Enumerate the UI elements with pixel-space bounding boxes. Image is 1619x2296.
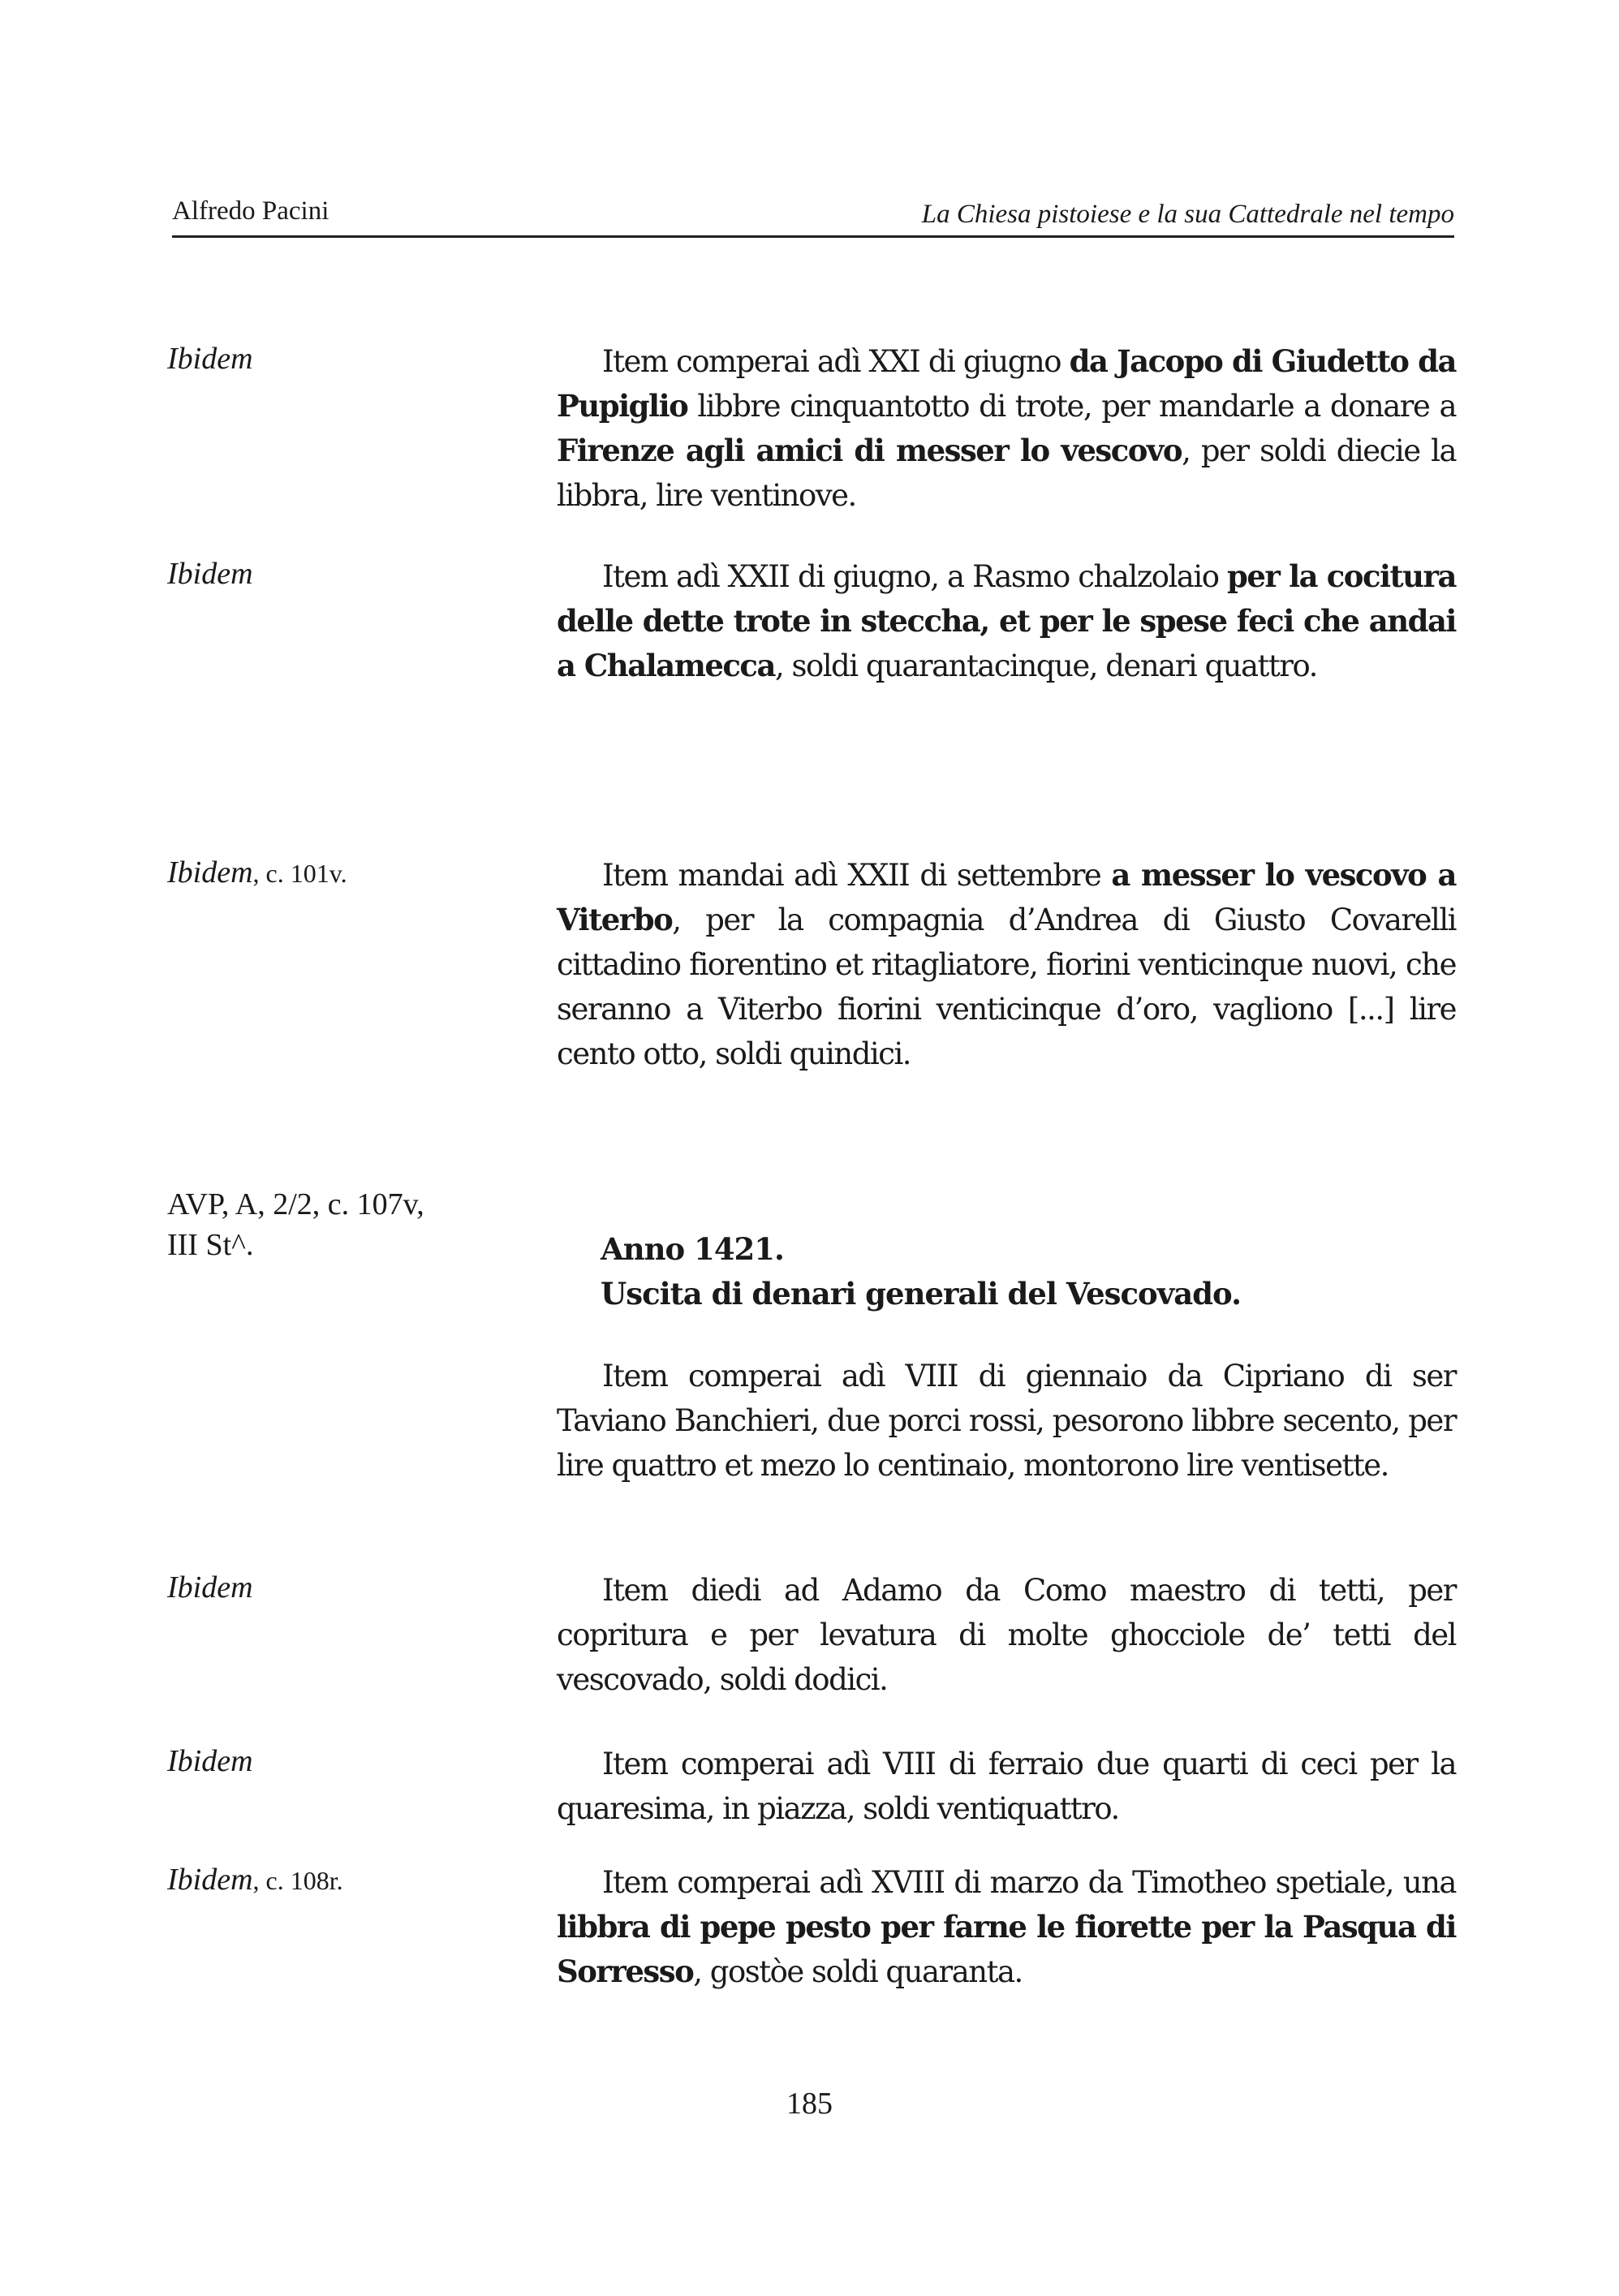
margin-reference [167,855,347,890]
document-paragraph [557,1568,1456,1702]
text-run: Item mandai adì XXII di settembre [602,858,1112,893]
margin-ref-ibidem: Ibidem [167,855,253,890]
text-run: Item diedi ad Adamo da Como maestro di tetti, per copritura e per levatura di molte ghocciole de’ tetti del vescovado, soldi dodici. [557,1573,1456,1697]
text-run: , per la compagnia d’Andrea di Giusto Covarelli cittadino fiorentino et ritagliatore, fiorini venticinque nuovi, che seranno a Viterbo fiorini venticinque d’oro, vagliono [...] lire cento otto, soldi quindici. [557,902,1456,1071]
margin-reference [167,341,253,377]
section-heading-title: Uscita di denari generali del Vescovado. [601,1276,1241,1312]
text-run: Item comperai adì VIII di giennaio da Cipriano di ser Taviano Banchieri, due porci rossi, pesorono libbre secento, per lire quattro et mezo lo centinaio, montorono lire ventisette. [557,1359,1456,1483]
document-paragraph [557,1354,1456,1488]
document-paragraph [557,1742,1456,1831]
margin-ref-ibidem: Ibidem [167,342,253,376]
document-paragraph [557,1860,1456,1994]
text-run: , soldi quarantacinque, denari quattro. [774,648,1317,683]
running-header-title: La Chiesa pistoiese e la sua Cattedrale nel tempo [921,200,1454,229]
text-run: Item comperai adì XXI di giugno [602,344,1070,379]
bold-text: per la cocitura delle dette trote in stecchа, et per le spese feci che andai a Chalamecca [557,558,1457,683]
running-header-author: Alfredo Pacini [172,196,329,226]
margin-ref-folio: , c. 108r. [252,1866,343,1895]
header-rule [172,235,1454,238]
margin-reference [167,1570,253,1605]
document-paragraph [557,853,1456,1076]
margin-ref-ibidem: Ibidem [167,557,253,591]
bold-text: Firenze agli amici di messer lo vescovo [557,433,1182,468]
section-heading-year: Anno 1421. [601,1231,784,1267]
bold-text: da Jacopo di Giudetto da Pupiglio [557,343,1456,424]
margin-reference [167,556,253,592]
document-paragraph [557,339,1456,518]
bold-text: libbra di pepe pesto per farne le fiorette per la Pasqua di Sorresso [557,1909,1456,1989]
text-run: , gostòe soldi quaranta. [693,1954,1023,1989]
margin-ref-ibidem: Ibidem [167,1570,253,1605]
text-run: Item comperai adì VIII di ferraio due quarti di ceci per la quaresima, in piazza, soldi ventiquattro. [557,1747,1456,1826]
text-run: libbre cinquantotto di trote, per mandarle a donare a [687,389,1456,424]
bold-text: a messer lo vescovo a Viterbo [557,857,1456,937]
margin-ref-folio: , c. 101v. [252,859,347,888]
margin-ref-ibidem: Ibidem [167,1863,253,1897]
margin-reference [167,1187,424,1263]
margin-ref-line: AVP, A, 2/2, c. 107v, [167,1187,424,1221]
margin-reference [167,1743,253,1779]
margin-reference [167,1862,343,1898]
page-number: 185 [786,2087,833,2121]
text-run: Item comperai adì XVIII di marzo da Timotheo spetiale, una [602,1865,1456,1900]
text-run: Item adì XXII di giugno, a Rasmo chalzolaio [602,559,1228,594]
margin-ref-line: III St^. [167,1228,254,1262]
text-run: , per soldi diecie la libbra, lire ventinove. [557,433,1456,513]
margin-ref-ibidem: Ibidem [167,1744,253,1778]
document-paragraph [557,554,1456,688]
